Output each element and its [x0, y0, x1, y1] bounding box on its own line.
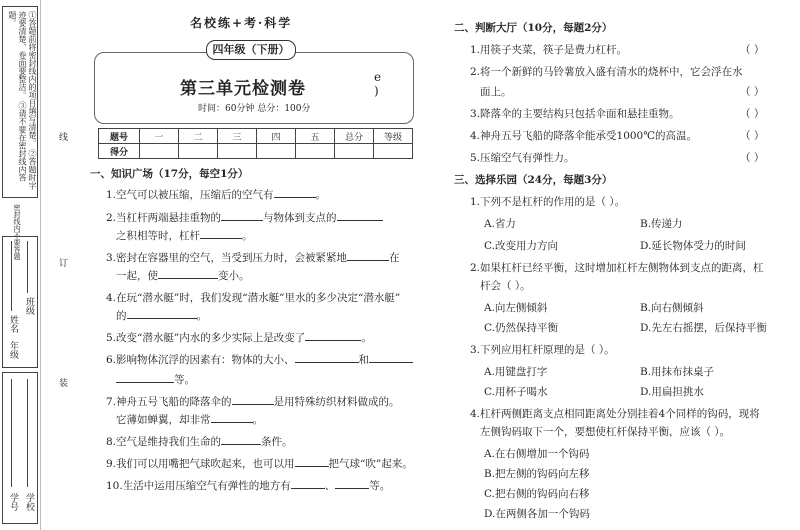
student-no-label: 学号: [8, 493, 18, 511]
choice-option[interactable]: C.仍然保持平衡: [484, 322, 558, 334]
score-input-cell[interactable]: [296, 144, 335, 159]
choice-question-1: 1.下列不是杠杆的作用的是（ ）。: [470, 196, 626, 208]
answer-blank[interactable]: [211, 412, 253, 423]
choice-option[interactable]: C.改变用力方向: [484, 240, 558, 252]
seal-note: 密封线内不要答题: [13, 204, 21, 260]
answer-paren[interactable]: （ ）: [740, 130, 765, 142]
score-cell: 五: [296, 129, 335, 144]
judge-item-2: 2.将一个新鲜的马铃薯放入盛有清水的烧杯中，它会浮在水: [470, 66, 743, 78]
score-cell: 等级: [374, 129, 413, 144]
question-1-7: 7.神舟五号飞船的降落伞的 是用特殊纺织材料做成的。: [106, 396, 400, 408]
choice-question-2-cont: 杆会（ ）。: [480, 280, 531, 292]
score-cell: 三: [218, 129, 257, 144]
question-1-1: 1.空气可以被压缩，压缩后的空气有 。: [106, 189, 327, 201]
decoration-glyphs: e ): [374, 70, 382, 98]
score-input-cell[interactable]: [374, 144, 413, 159]
answer-blank[interactable]: [200, 228, 242, 239]
answer-blank[interactable]: [347, 250, 389, 261]
answer-blank[interactable]: [291, 478, 325, 489]
choice-option[interactable]: A.省力: [484, 218, 516, 230]
judge-item-4: 4.神舟五号飞船的降落伞能承受1000℃的高温。: [470, 130, 697, 142]
choice-option[interactable]: A.向左侧倾斜: [484, 302, 548, 314]
answer-blank[interactable]: [295, 456, 329, 467]
judge-item-3: 3.降落伞的主要结构只包括伞面和悬挂重物。: [470, 108, 680, 120]
cut-line-mark-3: 装: [57, 378, 67, 387]
section1-title: 一、知识广场（17分，每空1分）: [90, 168, 249, 180]
question-1-7-cont: 它薄如蝉翼，却非常 。: [116, 414, 263, 426]
section2-title: 二、判断大厅（10分，每题2分）: [454, 22, 613, 34]
choice-option[interactable]: A.用键盘打字: [484, 366, 548, 378]
score-input-cell[interactable]: [179, 144, 218, 159]
question-1-3-cont: 一起，使 变小。: [116, 270, 250, 282]
choice-option[interactable]: D.用扁担挑水: [640, 386, 704, 398]
score-cell: 题号: [99, 129, 140, 144]
question-1-2: 2.当杠杆两端悬挂重物的 与物体到支点的: [106, 210, 383, 225]
name-label: 姓名: [8, 315, 18, 333]
judge-item-1: 1.用筷子夹菜，筷子是费力杠杆。: [470, 44, 628, 56]
question-1-6: 6.影响物体沉浮的因素有：物体的大小、 和: [106, 352, 413, 367]
score-cell: 得分: [99, 144, 140, 159]
score-cell: 四: [257, 129, 296, 144]
answer-paren[interactable]: （ ）: [740, 108, 765, 120]
answer-paren[interactable]: （ ）: [740, 152, 765, 164]
time-info: 时间：60分钟 总分：100分: [198, 104, 311, 114]
choice-option[interactable]: B.用抹布抹桌子: [640, 366, 715, 378]
choice-option[interactable]: D.延长物体受力的时间: [640, 240, 746, 252]
cut-line-mark-1: 线: [57, 132, 67, 141]
answer-blank[interactable]: [232, 394, 274, 405]
question-1-6-cont: 等。: [116, 372, 195, 387]
score-input-cell[interactable]: [140, 144, 179, 159]
score-table-score-row: [99, 144, 413, 159]
answer-blank[interactable]: [369, 352, 413, 363]
class-field[interactable]: [27, 241, 28, 293]
question-1-2-cont: 之积相等时，杠杆 。: [116, 230, 253, 242]
binding-margin: [0, 0, 41, 530]
question-1-8: 8.空气是维持我们生命的 条件。: [106, 436, 293, 448]
answer-blank[interactable]: [274, 187, 316, 198]
choice-question-4: 4.杠杆两侧距离支点相同距离处分别挂着4个同样的钩码，现将: [470, 408, 760, 420]
score-input-cell[interactable]: [335, 144, 374, 159]
answer-paren[interactable]: （ ）: [740, 86, 765, 98]
choice-option[interactable]: B.传递力: [640, 218, 683, 230]
choice-option[interactable]: A.在右侧增加一个钩码: [484, 448, 590, 460]
choice-option[interactable]: C.把右侧的钩码向右移: [484, 488, 590, 500]
question-1-4-cont: 的 。: [116, 310, 207, 322]
answer-blank[interactable]: [335, 478, 369, 489]
score-cell: 一: [140, 129, 179, 144]
judge-item-2-cont: 面上。: [480, 86, 512, 98]
exam-notice-box: [2, 6, 38, 198]
question-1-9: 9.我们可以用嘴把气球吹起来，也可以用 把气球“吹”起来。: [106, 458, 413, 470]
question-1-4: 4.在玩“潜水艇”时，我们发现“潜水艇”里水的多少决定“潜水艇”: [106, 292, 401, 304]
score-cell: 总分: [335, 129, 374, 144]
choice-option[interactable]: B.把左侧的钩码向左移: [484, 468, 590, 480]
school-label: 学校: [24, 493, 34, 511]
answer-blank[interactable]: [295, 352, 359, 363]
answer-blank[interactable]: [221, 434, 261, 445]
choice-option[interactable]: D.先左右摇摆，后保持平衡: [640, 322, 767, 334]
school-field[interactable]: [27, 379, 28, 487]
answer-paren[interactable]: （ ）: [740, 44, 765, 56]
grade-badge: 四年级（下册）: [206, 40, 296, 60]
choice-question-3: 3.下列应用杠杆原理的是（ ）。: [470, 344, 615, 356]
name-field[interactable]: [11, 241, 12, 311]
school-number-box: [2, 372, 38, 524]
student-no-field[interactable]: [11, 379, 12, 487]
answer-blank[interactable]: [337, 210, 383, 221]
exam-notice: ①答题前将密封线内的项目填写清楚。 ②答题时字迹要清楚、卷面要整洁。 ③请不要在密封线内答题。: [8, 11, 37, 190]
choice-question-2: 2.如果杠杆已经平衡，这时增加杠杆左侧物体到支点的距离，杠: [470, 262, 764, 274]
class-label: 班级: [24, 297, 34, 315]
question-1-5: 5.改变“潜水艇”内水的多少实际上是改变了 。: [106, 332, 372, 344]
score-input-cell[interactable]: [257, 144, 296, 159]
answer-blank[interactable]: [116, 372, 174, 383]
choice-option[interactable]: B.向右侧倾斜: [640, 302, 704, 314]
cut-line-mark-2: 订: [57, 258, 67, 267]
score-input-cell[interactable]: [218, 144, 257, 159]
answer-blank[interactable]: [158, 268, 218, 279]
score-cell: 二: [179, 129, 218, 144]
choice-option[interactable]: D.在两侧各加一个钩码: [484, 508, 590, 520]
answer-blank[interactable]: [127, 308, 197, 319]
series-title: 名校练+考·科学: [190, 16, 293, 30]
answer-blank[interactable]: [305, 330, 361, 341]
score-table: [98, 128, 413, 159]
judge-item-5: 5.压缩空气有弹性力。: [470, 152, 575, 164]
question-1-10: 10.生活中运用压缩空气有弹性的地方有 、 等。: [106, 480, 391, 492]
choice-question-4-cont: 左侧钩码取下一个，要想使杠杆保持平衡，应该（ ）。: [480, 426, 731, 438]
question-1-3: 3.密封在容器里的空气，当受到压力时，会被紧紧地 在: [106, 252, 400, 264]
class-name-box: [2, 236, 38, 368]
page-title: 第三单元检测卷: [180, 79, 306, 99]
choice-option[interactable]: C.用杯子喝水: [484, 386, 548, 398]
section3-title: 三、选择乐园（24分，每题3分）: [454, 174, 613, 186]
score-table-header-row: [99, 129, 413, 144]
answer-blank[interactable]: [221, 210, 263, 221]
grade-label: 年级: [8, 341, 18, 359]
